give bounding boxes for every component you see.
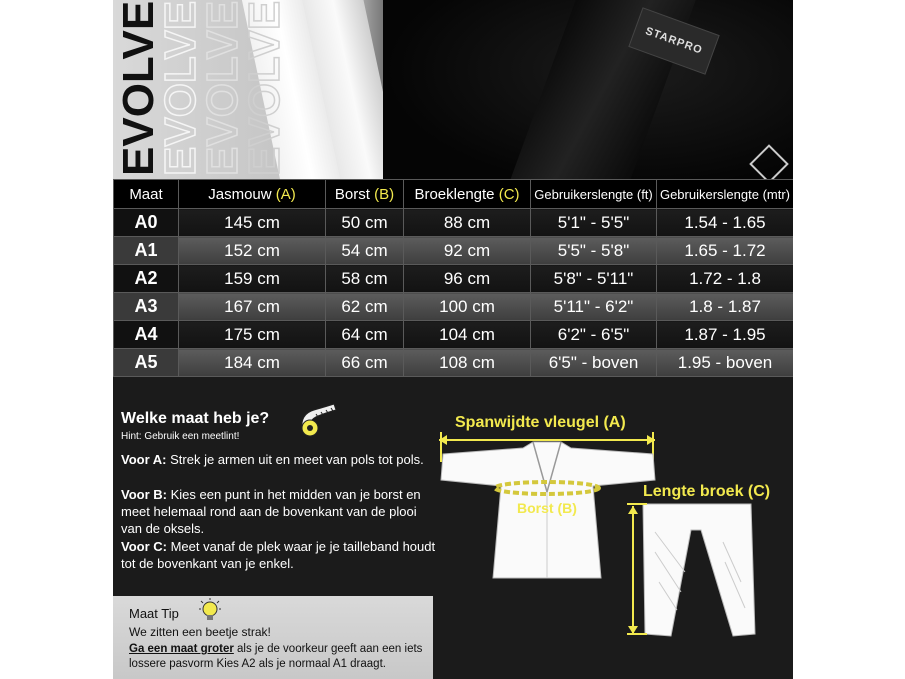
cell-maat: A0 [114,209,179,237]
cell-broek: 88 cm [404,209,531,237]
table-header-row [114,180,794,209]
cell-mtr: 1.8 - 1.87 [657,293,794,321]
cell-borst: 66 cm [326,349,404,377]
cell-mtr: 1.54 - 1.65 [657,209,794,237]
header-jasmouw: Jasmouw (A) [179,180,326,209]
cell-broek: 96 cm [404,265,531,293]
cell-ft: 5'5" - 5'8" [531,237,657,265]
cell-maat: A1 [114,237,179,265]
cell-borst: 64 cm [326,321,404,349]
header-broeklengte: Broeklengte (C) [404,180,531,209]
header-mtr: Gebruikerslengte (mtr) [657,180,794,209]
size-table [113,179,793,377]
cell-broek: 92 cm [404,237,531,265]
instruction-c: Voor C: Meet vanaf de plek waar je je tailleband houdt tot de bovenkant van je enkel. [121,539,436,571]
tip-line1: We zitten een beetje strak! [129,625,271,639]
cell-ft: 6'2" - 6'5" [531,321,657,349]
cell-borst: 62 cm [326,293,404,321]
cell-maat: A4 [114,321,179,349]
table-row [114,321,794,349]
table-row [114,293,794,321]
lightbulb-icon [199,598,221,624]
size-chart-image [113,0,793,679]
lengte-label: Lengte broek (C) [643,483,771,500]
cell-borst: 58 cm [326,265,404,293]
brand-tag: STARPRO [628,7,719,75]
cell-mtr: 1.95 - boven [657,349,794,377]
measuring-guide [113,382,793,679]
cell-maat: A5 [114,349,179,377]
cell-borst: 54 cm [326,237,404,265]
cell-jasmouw: 184 cm [179,349,326,377]
evolve-outline-text: EVOLVE [198,0,247,176]
cell-mtr: 1.87 - 1.95 [657,321,794,349]
cell-broek: 104 cm [404,321,531,349]
evolve-text: EVOLVE [114,0,163,176]
hero-photo [113,0,793,180]
cell-ft: 5'11" - 6'2" [531,293,657,321]
evolve-outline-text: EVOLVE [156,0,205,176]
guide-title: Welke maat heb je? [121,410,270,427]
table-row [114,237,794,265]
cell-mtr: 1.72 - 1.8 [657,265,794,293]
cell-jasmouw: 159 cm [179,265,326,293]
cell-maat: A2 [114,265,179,293]
table-row [114,265,794,293]
cell-jasmouw: 175 cm [179,321,326,349]
size-tip-box [113,596,433,679]
cell-maat: A3 [114,293,179,321]
instruction-b: Voor B: Kies een punt in het midden van je borst en meet helemaal rond aan de bovenkant van de plooi van de oksels. [121,487,421,536]
measuring-tape-icon [298,400,338,438]
cell-jasmouw: 145 cm [179,209,326,237]
cell-jasmouw: 152 cm [179,237,326,265]
cell-jasmouw: 167 cm [179,293,326,321]
cell-ft: 6'5" - boven [531,349,657,377]
cell-ft: 5'8" - 5'11" [531,265,657,293]
cell-broek: 100 cm [404,293,531,321]
tip-title: Maat Tip [129,606,179,621]
cell-borst: 50 cm [326,209,404,237]
header-borst: Borst (B) [326,180,404,209]
table-row [114,349,794,377]
evolve-outline-text: EVOLVE [240,0,289,176]
tip-line2: Ga een maat groter als je de voorkeur geeft aan een iets lossere pasvorm Kies A2 als je normaal A1 draagt. [129,643,423,670]
gi-diagram [433,382,793,679]
cell-ft: 5'1" - 5'5" [531,209,657,237]
cell-broek: 108 cm [404,349,531,377]
header-ft: Gebruikerslengte (ft) [531,180,657,209]
guide-hint: Hint: Gebruik een meetlint! [121,431,240,442]
span-label: Spanwijdte vleugel (A) [455,414,626,431]
cell-mtr: 1.65 - 1.72 [657,237,794,265]
header-maat: Maat [114,180,179,209]
instruction-a: Voor A: Strek je armen uit en meet van pols tot pols. [121,452,424,467]
borst-label: Borst (B) [517,500,577,516]
table-row [114,209,794,237]
